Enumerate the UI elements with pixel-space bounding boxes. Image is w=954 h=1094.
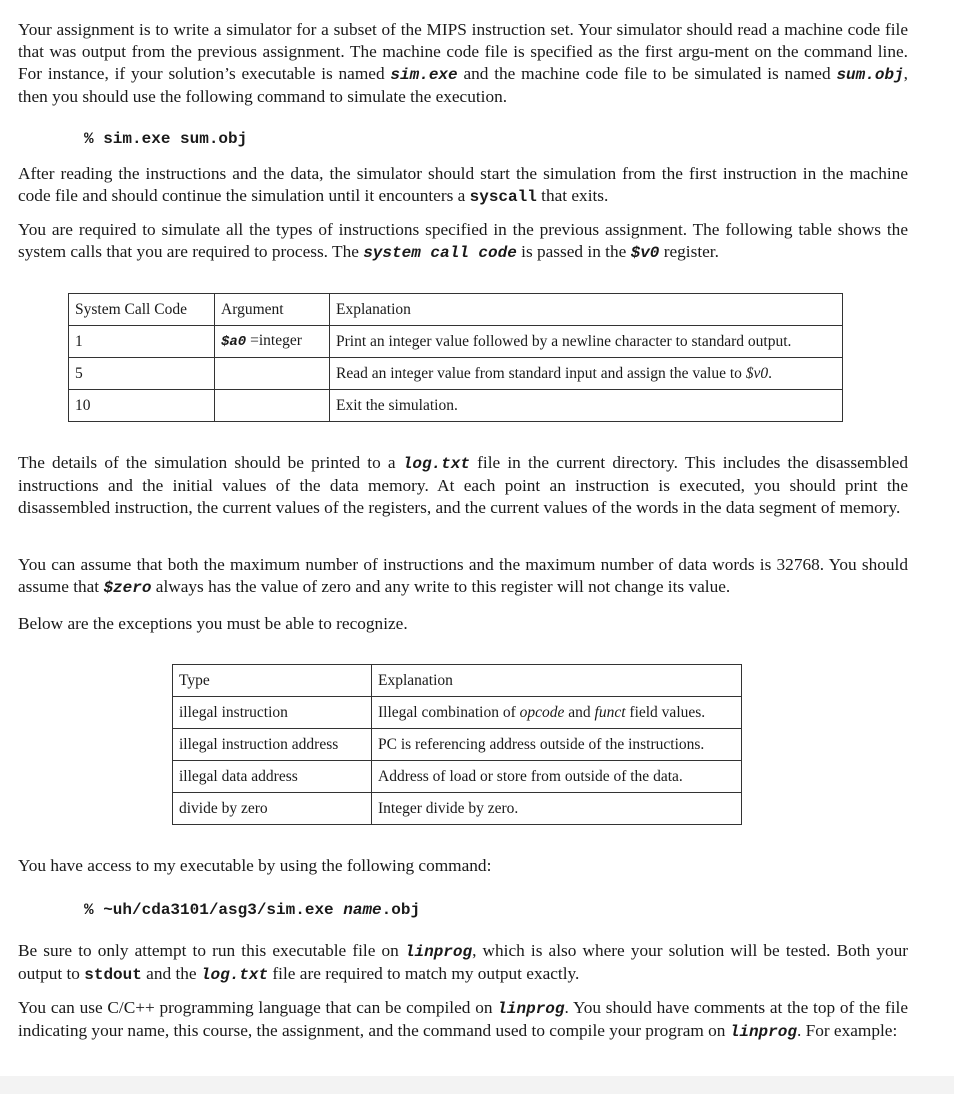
text: funct <box>594 703 626 721</box>
command-text: % ~uh/cda3101/asg3/sim.exe <box>84 901 344 919</box>
text: file are required to match my output exactly. <box>268 964 580 983</box>
text: always has the value of zero and any write to this register will not change its value. <box>151 577 731 596</box>
table-cell: Print an integer value followed by a newline character to standard output. <box>330 326 843 358</box>
text: =integer <box>246 332 302 349</box>
paragraph-log-details <box>18 452 908 519</box>
table-cell: illegal instruction <box>173 697 372 729</box>
code-system-call-code: system call code <box>363 244 517 262</box>
text: and <box>564 703 595 721</box>
document-body <box>18 19 908 110</box>
page-bottom-bar <box>0 1076 954 1094</box>
table-row <box>173 761 742 793</box>
table-cell: PC is referencing address outside of the instructions. <box>372 729 742 761</box>
table-cell: 5 <box>69 358 215 390</box>
table-row <box>173 729 742 761</box>
table-cell: 1 <box>69 326 215 358</box>
text: . For example: <box>796 1021 898 1040</box>
text: . You should have comments at the top of the file indicating your name, this course, the assignment, and the command used to compile your program on <box>18 998 909 1040</box>
header-cell: Explanation <box>330 294 843 326</box>
text: You can use C/C++ programming language that can be compiled on <box>18 998 498 1017</box>
text: , which is also where your solution will be tested. Both your output to <box>18 941 908 983</box>
text: is passed in the <box>516 242 631 261</box>
text: field values. <box>625 703 706 721</box>
paragraph-simulation-start <box>18 163 908 208</box>
paragraph-executable-access <box>18 855 908 877</box>
text: register. <box>659 242 719 261</box>
command-text: .obj <box>381 901 421 919</box>
code-linprog: linprog <box>497 1000 565 1018</box>
text: You have access to my executable by using the following command: <box>18 856 492 875</box>
code-log-txt: log.txt <box>402 455 470 473</box>
header-cell: Type <box>173 665 372 697</box>
text: Read an integer value from standard input and assign the value to <box>336 364 746 382</box>
table-cell: divide by zero <box>173 793 372 825</box>
text: and the machine code file to be simulated is named <box>457 64 837 83</box>
code-v0: $v0 <box>630 244 660 262</box>
table-cell <box>215 390 330 422</box>
text: file in the current directory. This includes the disassembled instructions and the initial values of the data memory. At each point an instruction is executed, you should print the disassembled instruction, the current values of the registers, and the current values of the words in the data segment of memory. <box>18 453 908 517</box>
header-cell: System Call Code <box>69 294 215 326</box>
table-cell: Address of load or store from outside of the data. <box>372 761 742 793</box>
code-zero: $zero <box>103 579 152 597</box>
table-cell <box>215 326 330 358</box>
code-stdout: stdout <box>84 966 142 984</box>
exception-table <box>172 664 742 825</box>
table-cell: illegal data address <box>173 761 372 793</box>
text: Below are the exceptions you must be able to recognize. <box>18 614 408 633</box>
table-cell: Exit the simulation. <box>330 390 843 422</box>
code-sim-exe: sim.exe <box>390 66 458 84</box>
table-cell <box>330 358 843 390</box>
table-row <box>173 697 742 729</box>
code-sum-obj: sum.obj <box>836 66 904 84</box>
text: and the <box>141 964 201 983</box>
header-cell: Argument <box>215 294 330 326</box>
table-cell <box>215 358 330 390</box>
text: opcode <box>519 703 565 721</box>
table-row <box>69 390 843 422</box>
text: You can assume that both the maximum number of instructions and the maximum number of data words is 32768. You should assume that <box>18 555 908 596</box>
paragraph-linprog <box>18 940 908 986</box>
code-linprog: linprog <box>729 1023 797 1041</box>
table-cell: 10 <box>69 390 215 422</box>
text: that exits. <box>536 186 609 205</box>
text: , then you should use the following command to simulate the execution. <box>18 64 908 106</box>
syscall-table <box>68 293 843 422</box>
command-text: % sim.exe sum.obj <box>84 130 248 148</box>
command-example-2 <box>84 898 954 921</box>
text: After reading the instructions and the data, the simulator should start the simulation from the first instruction in the machine code file and should continue the simulation until it encounters a <box>18 164 908 205</box>
text: Your assignment is to write a simulator for a subset of the MIPS instruction set. Your simulator should read a machine code file that was output from the previous assignment. The machine code file is specified as the first argu-ment on the command line. For instance, if your solution’s executable is named <box>18 20 908 83</box>
command-example-1 <box>84 127 954 150</box>
table-row <box>69 326 843 358</box>
text: Illegal combination of <box>378 703 520 721</box>
table-cell: Integer divide by zero. <box>372 793 742 825</box>
text: You are required to simulate all the types of instructions specified in the previous assignment. The following table shows the system calls that you are required to process. The <box>18 220 908 261</box>
code-syscall: syscall <box>469 188 537 206</box>
text: Be sure to only attempt to run this executable file on <box>18 941 405 960</box>
table-header-row <box>69 294 843 326</box>
paragraph-exceptions-intro <box>18 613 908 635</box>
table-row <box>69 358 843 390</box>
text: $v0 <box>745 364 769 382</box>
code-log-txt: log.txt <box>200 966 269 984</box>
code-linprog: linprog <box>404 943 473 961</box>
header-cell: Explanation <box>372 665 742 697</box>
command-text: name <box>343 901 382 919</box>
table-row <box>173 793 742 825</box>
paragraph-limits <box>18 554 908 599</box>
code-a0: $a0 <box>221 334 247 350</box>
paragraph-system-calls <box>18 219 908 264</box>
text: . <box>768 364 773 382</box>
table-cell: illegal instruction address <box>173 729 372 761</box>
table-cell <box>372 697 742 729</box>
table-header-row <box>173 665 742 697</box>
text: The details of the simulation should be printed to a <box>18 453 403 472</box>
paragraph-intro <box>18 19 908 110</box>
paragraph-language <box>18 997 908 1043</box>
